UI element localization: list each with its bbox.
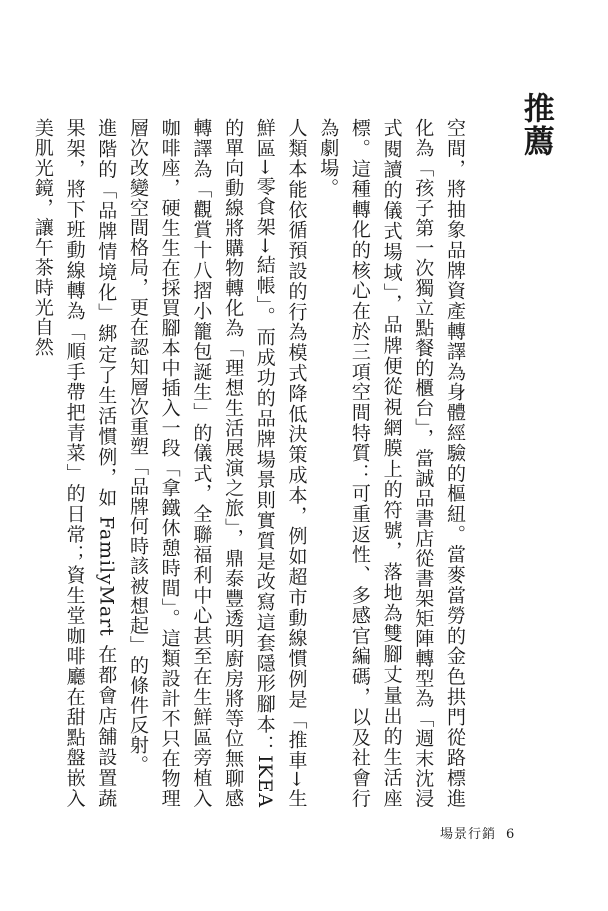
running-footer xyxy=(440,823,515,842)
paragraph-1: 空間，將抽象品牌資產轉譯為身體經驗的樞紐。當麥當勞的金色拱門從路標進化為「孩子第一次獨立點餐的櫃台」，當誠品書店從書架矩陣轉型為「週末沈浸式閱讀的儀式場域」，品牌便從視網膜上的符號，落地為雙腳丈量出的生活座標。這種轉化的核心在於三項空間特質：可重返性、多感官編碼，以及社會行為劇場。 xyxy=(317,118,466,808)
book-title: 場景行銷 xyxy=(440,827,497,842)
paragraph-2: 人類本能依循預設的行為模式降低決策成本，例如超市動線慣例是「推車→生鮮區→零食架→結帳」。而成功的品牌場景則實質是改寫這套隱形腳本：IKEA 的單向動線將購物轉化為「理想生活展演之旅」，鼎泰豐透明廚房將等位無聊感轉譯為「觀賞十八摺小籠包誕生」的儀式，全聯福利中心甚至在生鮮區旁植入咖啡座，硬生生在採買腳本中插入一段「拿鐵休憩時間」。這類設計不只在物理層次改變空間格局，更在認知層次重塑「品牌何時該被想起」的條件反射。 xyxy=(126,118,308,808)
page-number: 6 xyxy=(506,827,516,842)
body-text xyxy=(31,118,470,808)
chapter-heading: 推薦 xyxy=(517,92,554,158)
paragraph-3: 進階的「品牌情境化」綁定了生活慣例，如 FamilyMart 在都會店舖設置蔬果架，將下班動線轉為「順手帶把青菜」的日常；資生堂咖啡廳在甜點盤嵌入美肌光鏡，讓午茶時光自然 xyxy=(31,118,118,808)
